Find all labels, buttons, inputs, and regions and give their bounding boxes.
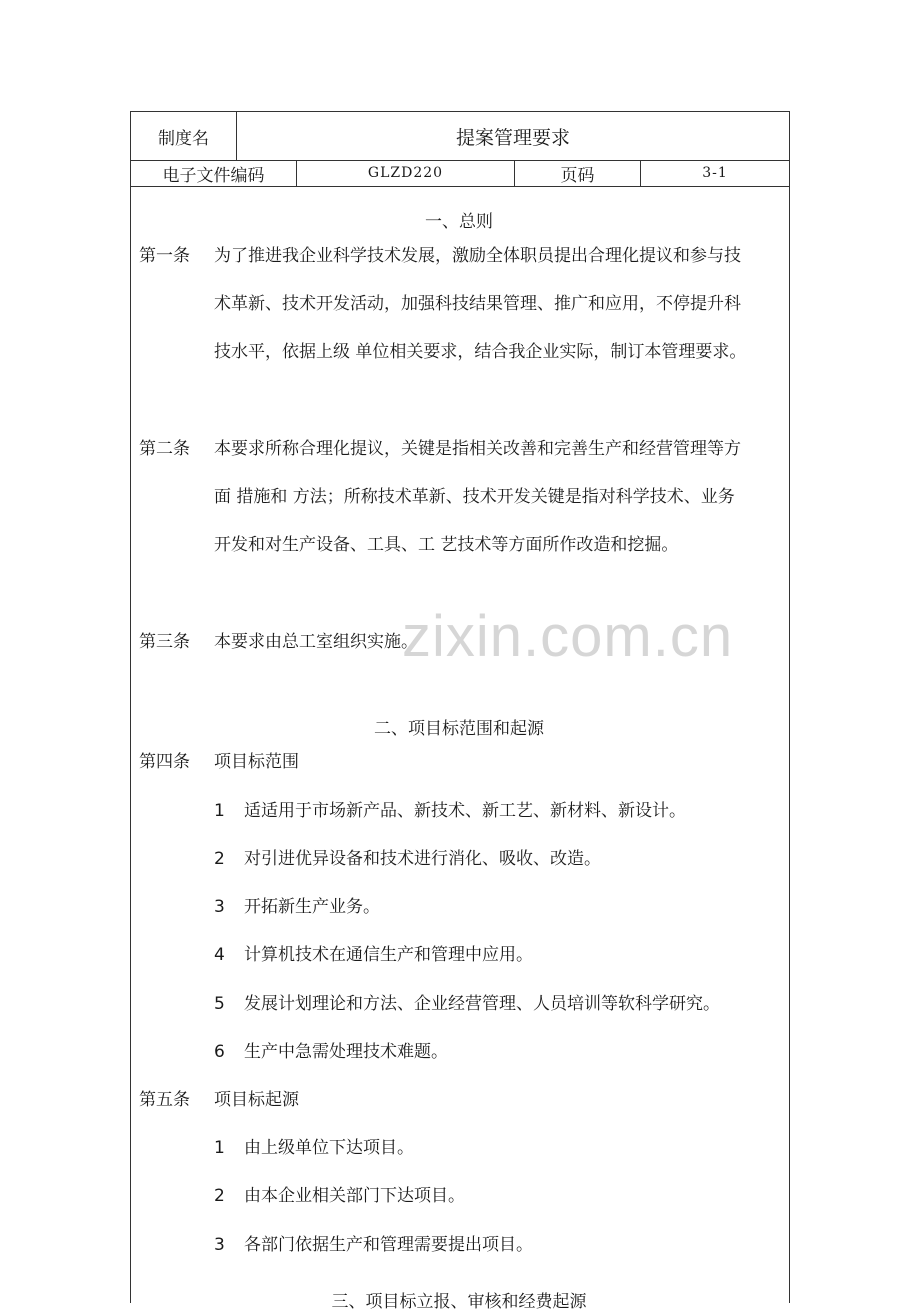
list-item-number: 2: [214, 1186, 225, 1206]
list-item-number: 3: [214, 1235, 225, 1255]
list-item-number: 5: [214, 994, 225, 1014]
list-item-number: 6: [214, 1042, 225, 1062]
list-item-number: 1: [214, 1138, 225, 1158]
list-item-text: 计算机技术在通信生产和管理中应用。: [244, 945, 533, 965]
page-value: 3-1: [702, 165, 728, 181]
list-item-text: 生产中急需处理技术难题。: [244, 1042, 448, 1062]
list-item-text: 由本企业相关部门下达项目。: [244, 1186, 465, 1206]
header-row-meta: [131, 160, 789, 187]
article-2-label: 第二条: [139, 439, 190, 459]
article-5-text: 项目标起源: [214, 1090, 299, 1110]
section-heading-2: 二、项目标范围和起源: [374, 719, 544, 739]
list-item-text: 开拓新生产业务。: [244, 897, 380, 917]
list-item-number: 2: [214, 849, 225, 869]
list-item-text: 发展计划理论和方法、企业经营管理、人员培训等软科学研究。: [244, 994, 720, 1014]
article-4-text: 项目标范围: [214, 752, 299, 772]
article-2-line-2: 面 措施和 方法；所称技术革新、技术开发关键是指对科学技术、业务: [214, 487, 735, 507]
article-5-label: 第五条: [139, 1090, 190, 1110]
article-1-line-3: 技水平，依据上级 单位相关要求，结合我企业实际，制订本管理要求。: [214, 342, 747, 362]
code-value: GLZD220: [297, 160, 515, 186]
list-item-number: 1: [214, 801, 225, 821]
list-item-text: 各部门依据生产和管理需要提出项目。: [244, 1235, 533, 1255]
article-1-line-2: 术革新、技术开发活动，加强科技结果管理、推广和应用，不停提升科: [214, 294, 741, 314]
article-2-line-1: 本要求所称合理化提议，关键是指相关改善和完善生产和经营管理等方: [214, 439, 741, 459]
document-frame: [130, 111, 790, 1303]
list-item-number: 4: [214, 945, 225, 965]
article-2-line-3: 开发和对生产设备、工具、工 艺技术等方面所作改造和挖掘。: [214, 535, 679, 555]
list-item-text: 适适用于市场新产品、新技术、新工艺、新材料、新设计。: [244, 801, 686, 821]
list-item-number: 3: [214, 897, 225, 917]
code-label: 电子文件编码: [131, 160, 297, 186]
page-label: 页码: [515, 160, 641, 186]
article-3-text: 本要求由总工室组织实施。: [214, 632, 418, 652]
list-item-text: 由上级单位下达项目。: [244, 1138, 414, 1158]
section-heading-3: 三、项目标立报、审核和经费起源: [331, 1292, 587, 1312]
page-title: 提案管理要求: [455, 126, 570, 149]
article-1-label: 第一条: [139, 246, 190, 266]
article-3-label: 第三条: [139, 632, 190, 652]
article-1-line-1: 为了推进我企业科学技术发展，激励全体职员提出合理化提议和参与技: [214, 246, 741, 266]
name-label: 制度名: [131, 112, 237, 160]
article-4-label: 第四条: [139, 752, 190, 772]
watermark: zixin.com.cn: [402, 604, 734, 669]
header-row-title: [131, 112, 789, 161]
section-heading-1: 一、总则: [425, 212, 493, 232]
list-item-text: 对引进优异设备和技术进行消化、吸收、改造。: [244, 849, 601, 869]
